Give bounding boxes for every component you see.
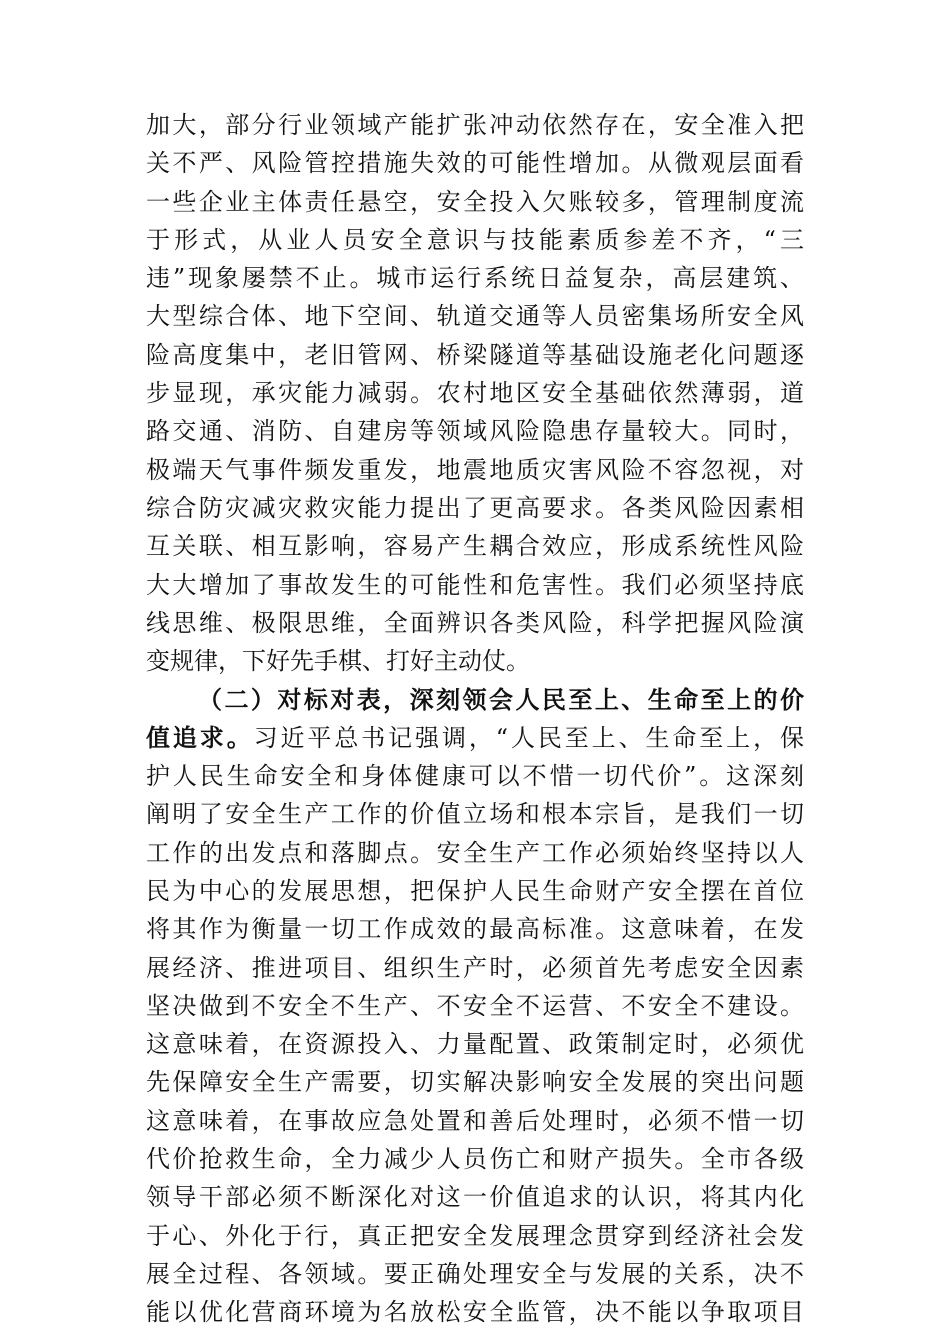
paragraph-1-line: 违”现象屡禁不止。城市运行系统日益复杂，高层建筑、 [146,264,804,293]
paragraph-2-line: 护人民生命安全和身体健康可以不惜一切代价”。这深刻 [146,762,804,791]
paragraph-1-line: 关不严、风险管控措施失效的可能性增加。从微观层面看 [146,149,804,178]
paragraph-1-line: 互关联、相互影响，容易产生耦合效应，形成系统性风险 [146,532,804,561]
paragraph-1-line: 极端天气事件频发重发，地震地质灾害风险不容忽视，对 [146,455,804,484]
section-heading: （二）对标对表，深刻领会人民至上、生命至上的价 [198,684,804,714]
paragraph-2-line: 展全过程、各领域。要正确处理安全与发展的关系，决不 [146,1259,804,1288]
paragraph-2-line: 先保障安全生产需要，切实解决影响安全发展的突出问题 [146,1068,804,1097]
paragraph-2-line: 代价抢救生命，全力减少人员伤亡和财产损失。全市各级 [146,1145,804,1174]
paragraph-1-line: 大大增加了事故发生的可能性和危害性。我们必须坚持底 [146,570,804,599]
paragraph-1-line: 路交通、消防、自建房等领域风险隐患存量较大。同时， [146,417,804,446]
paragraph-1-line: 险高度集中，老旧管网、桥梁隧道等基础设施老化问题逐 [146,340,804,369]
paragraph-2-line: 工作的出发点和落脚点。安全生产工作必须始终坚持以人 [146,838,804,867]
section-heading-tail: 值追求。 [146,722,254,752]
paragraph-1-line: 大型综合体、地下空间、轨道交通等人员密集场所安全风 [146,302,804,331]
paragraph-2-line: 于心、外化于行，真正把安全发展理念贯穿到经济社会发 [146,1221,804,1250]
paragraph-2-line: 领导干部必须不断深化对这一价值追求的认识，将其内化 [146,1183,804,1212]
paragraph-2-first-line-rest: 习近平总书记强调，“人民至上、生命至上，保 [253,723,804,752]
paragraph-2-first-line [146,719,804,757]
paragraph-2-line: 将其作为衡量一切工作成效的最高标准。这意味着，在发 [146,915,804,944]
paragraph-1-line: 一些企业主体责任悬空，安全投入欠账较多，管理制度流 [146,187,804,216]
paragraph-1-line: 加大，部分行业领域产能扩张冲动依然存在，安全准入把 [146,111,804,139]
paragraph-2 [146,681,804,1332]
paragraph-2-line: 这意味着，在资源投入、力量配置、政策制定时，必须优 [146,1030,804,1059]
paragraph-1-line: 综合防灾减灾救灾能力提出了更高要求。各类风险因素相 [146,493,804,522]
paragraph-1-line: 步显现，承灾能力减弱。农村地区安全基础依然薄弱，道 [146,379,804,408]
paragraph-1-line: 于形式，从业人员安全意识与技能素质参差不齐，“三 [146,225,804,254]
paragraph-2-line: 阐明了安全生产工作的价值立场和根本宗旨，是我们一切 [146,800,804,829]
paragraph-2-line: 这意味着，在事故应急处置和善后处理时，必须不惜一切 [146,1106,804,1135]
paragraph-2-line: 能以优化营商环境为名放松安全监管，决不能以争取项目 [146,1298,804,1327]
paragraph-1-line: 变规律，下好先手棋、打好主动仗。 [146,647,530,676]
paragraph-2-line: 民为中心的发展思想，把保护人民生命财产安全摆在首位 [146,876,804,905]
paragraph-1-line: 线思维、极限思维，全面辨识各类风险，科学把握风险演 [146,608,804,637]
paragraph-2-line: 坚决做到不安全不生产、不安全不运营、不安全不建设。 [146,991,804,1020]
paragraph-1 [146,106,804,680]
paragraph-2-line: 展经济、推进项目、组织生产时，必须首先考虑安全因素 [146,953,804,982]
